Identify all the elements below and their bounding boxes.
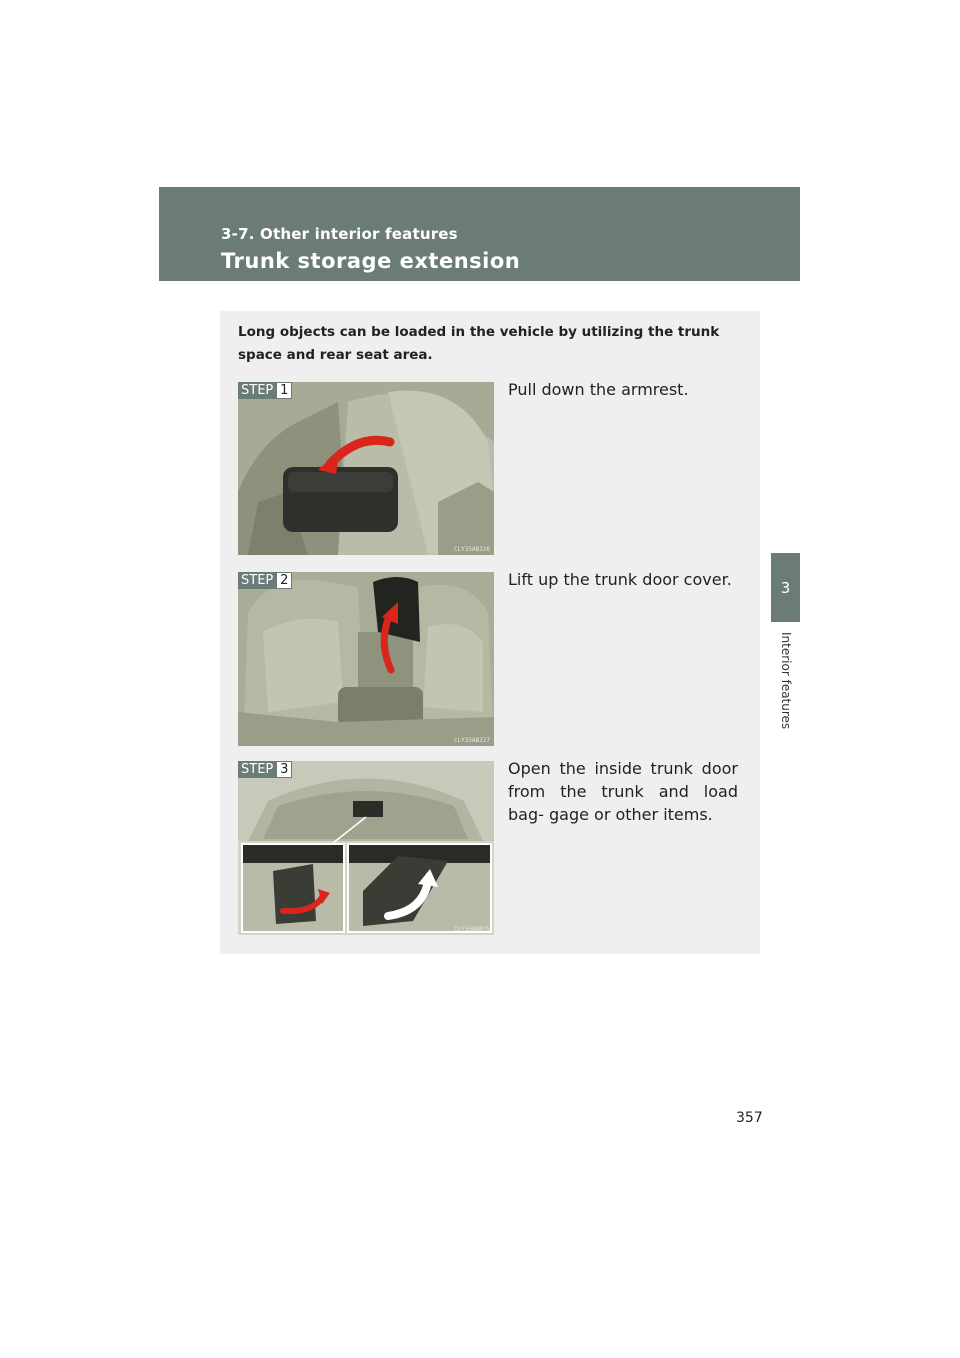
step-2-illustration: [238, 572, 494, 746]
step-number: 3: [276, 761, 292, 778]
step-label: STEP: [238, 761, 276, 778]
image-code: CLY35AB326: [453, 546, 490, 553]
intro-text: Long objects can be loaded in the vehicle by utilizing the trunk space and rear seat area.: [238, 324, 720, 363]
image-code: CLY35AB075: [453, 926, 490, 933]
trunk-cover-illustration: [238, 572, 494, 746]
page-number: 357: [736, 1110, 763, 1126]
step-2-tag: [238, 572, 292, 589]
chapter-tab[interactable]: [771, 553, 800, 622]
chapter-label: Interior features: [779, 632, 793, 730]
armrest-illustration: [238, 382, 494, 555]
step-3-tag: [238, 761, 292, 778]
step-number: 1: [276, 382, 292, 399]
chapter-header: [159, 187, 800, 281]
step-2-text: Lift up the trunk door cover.: [508, 570, 732, 589]
step-1-tag: [238, 382, 292, 399]
step-3-text: Open the inside trunk door from the trunk and load bag- gage or other items.: [508, 759, 738, 824]
step-label: STEP: [238, 572, 276, 589]
content-box: [220, 311, 760, 954]
section-label: 3-7. Other interior features: [221, 225, 458, 243]
step-label: STEP: [238, 382, 276, 399]
image-code: CLY35AB327: [453, 737, 490, 744]
step-1-text: Pull down the armrest.: [508, 380, 689, 399]
step-3-illustration: [238, 761, 494, 935]
step-1-illustration: [238, 382, 494, 555]
trunk-door-illustration: [238, 761, 494, 935]
chapter-number: 3: [780, 578, 791, 597]
page-title: Trunk storage extension: [221, 249, 521, 273]
step-number: 2: [276, 572, 292, 589]
